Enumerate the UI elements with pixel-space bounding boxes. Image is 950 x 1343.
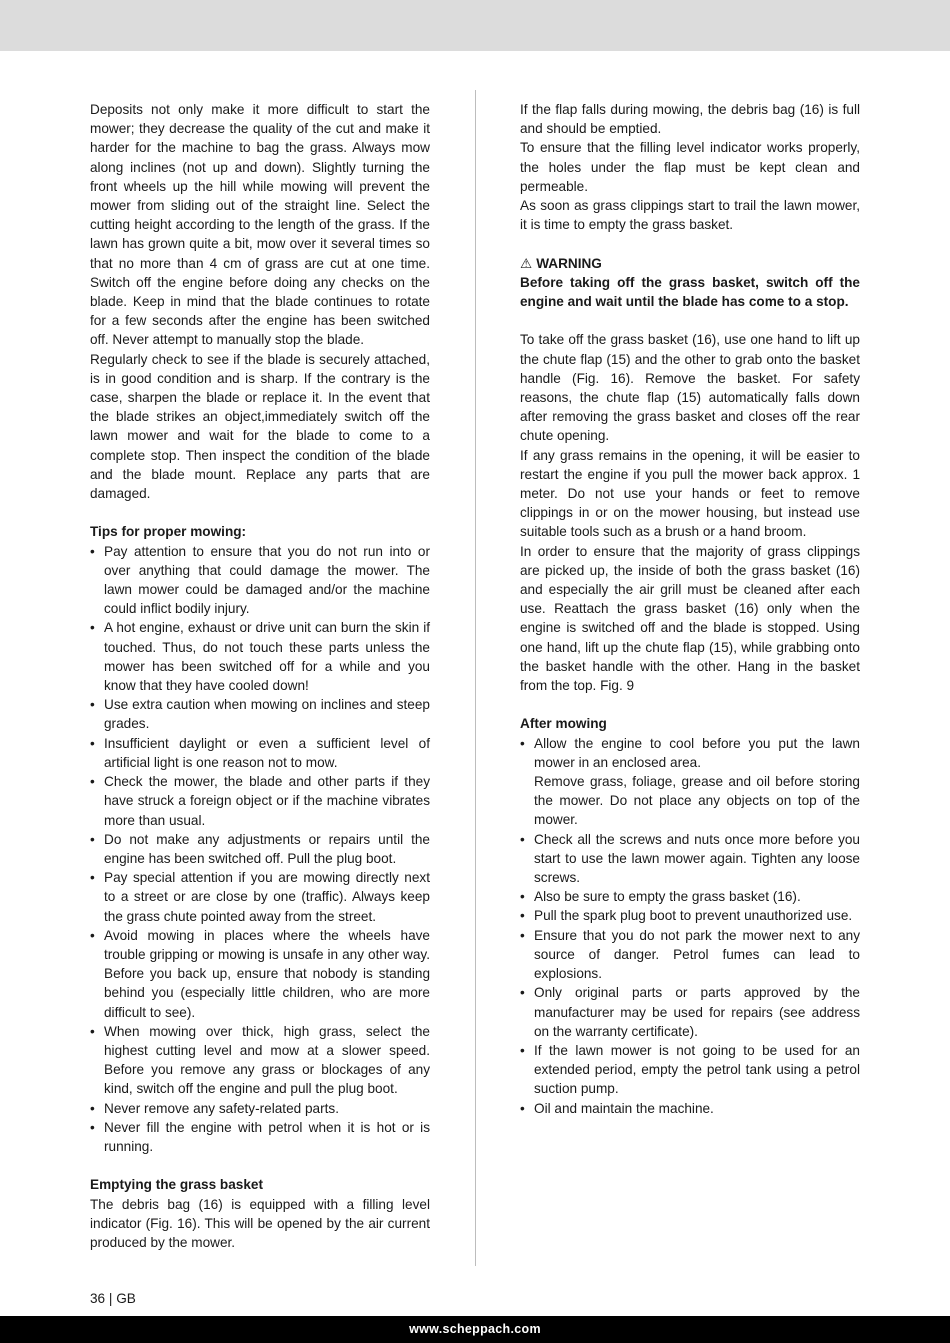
list-item: • Also be sure to empty the grass basket (16). xyxy=(520,887,860,906)
warning-title: WARNING xyxy=(536,255,602,271)
header-band xyxy=(0,0,950,51)
list-item: • Pull the spark plug boot to prevent unauthorized use. xyxy=(520,906,860,925)
after-first-cont: Remove grass, foliage, grease and oil before storing the mower. Do not place any objects on top of the mower. xyxy=(534,774,860,828)
intro-paragraph-2: Regularly check to see if the blade is securely attached, is in good condition and is sharp. If the contrary is the case, sharpen the blade or replace it. In the event that the blade strikes an object,immediately switch off the lawn mower and wait for the blade to come to a complete stop. Then inspect the condition of the blade and the blade mount. Replace any parts that are damaged. xyxy=(90,351,430,502)
list-item xyxy=(520,734,860,830)
basket-paragraph-3: In order to ensure that the majority of grass clippings are picked up, the inside of both the grass basket (16) and especially the air grill must be cleaned after each use. Reattach the grass basket (16) only when the engine is switched off and the blade is stopped. Using one hand, lift up the chute flap (15), while grabbing onto the basket handle with the other. Hang in the basket from the top. Fig. 9 xyxy=(520,543,860,694)
list-item: • Check the mower, the blade and other parts if they have struck a foreign object or if the machine vibrates more than usual. xyxy=(90,772,430,830)
list-item: • If the lawn mower is not going to be used for an extended period, empty the petrol tank using a petrol suction pump. xyxy=(520,1041,860,1099)
list-item: • Do not make any adjustments or repairs until the engine has been switched off. Pull the plug boot. xyxy=(90,830,430,868)
list-item: • Use extra caution when mowing on inclines and steep grades. xyxy=(90,695,430,733)
list-item: • Pay attention to ensure that you do not run into or over anything that could damage the mower. The lawn mower could be damaged and/or the machine could inflict bodily injury. xyxy=(90,542,430,619)
emptying-heading: Emptying the grass basket xyxy=(90,1177,263,1193)
list-item: • Oil and maintain the machine. xyxy=(520,1099,860,1118)
list-item: • Check all the screws and nuts once more before you start to use the lawn mower again. Tighten any loose screws. xyxy=(520,830,860,888)
after-first-line: Allow the engine to cool before you put the lawn mower in an enclosed area. xyxy=(534,735,860,770)
list-item: • Only original parts or parts approved by the manufacturer may be used for repairs (see address on the warranty certificate). xyxy=(520,983,860,1041)
after-mowing-heading: After mowing xyxy=(520,716,607,732)
tips-list xyxy=(90,542,430,1157)
warning-heading xyxy=(520,254,860,273)
basket-paragraph-2: If any grass remains in the opening, it will be easier to restart the engine if you pull the mower back approx. 1 meter. Do not use your hands or feet to remove clippings in or on the mower housing, but instead use suitable tools such as a brush or a hand broom. xyxy=(520,447,860,540)
list-item: • Avoid mowing in places where the wheels have trouble gripping or mowing is unsafe in any other way. Before you back up, ensure that nobody is standing behind you (especially little children, who are more difficult to see). xyxy=(90,926,430,1022)
list-item: • Pay special attention if you are mowing directly next to a street or are close by one (traffic). Always keep the grass chute pointed away from the street. xyxy=(90,868,430,926)
list-item: • Never remove any safety-related parts. xyxy=(90,1099,430,1118)
tips-heading: Tips for proper mowing: xyxy=(90,524,247,540)
footer-bar xyxy=(0,1316,950,1343)
list-item: • Never fill the engine with petrol when it is hot or is running. xyxy=(90,1118,430,1156)
emptying-text: The debris bag (16) is equipped with a filling level indicator (Fig. 16). This will be opened by the air current produced by the mower. xyxy=(90,1196,430,1250)
column-divider xyxy=(475,90,476,1266)
warning-icon: ⚠ xyxy=(520,255,533,271)
left-column xyxy=(90,100,430,1252)
basket-paragraph-1: To take off the grass basket (16), use one hand to lift up the chute flap (15) and the other to grab onto the basket handle (Fig. 16). Remove the basket. For safety reasons, the chute flap (15) automatically falls down after removing the grass basket and closes off the rear chute opening. xyxy=(520,332,860,444)
after-mowing-list xyxy=(520,734,860,1118)
right-column xyxy=(520,100,860,1118)
list-item: • Ensure that you do not park the mower next to any source of danger. Petrol fumes can lead to explosions. xyxy=(520,926,860,984)
list-item: • When mowing over thick, high grass, select the highest cutting level and mow at a slower speed. Before you remove any grass or blockages of any kind, switch off the engine and pull the plug boot. xyxy=(90,1022,430,1099)
warning-text: Before taking off the grass basket, switch off the engine and wait until the blade has come to a stop. xyxy=(520,274,860,310)
website-link[interactable]: www.scheppach.com xyxy=(409,1322,541,1336)
flap-paragraph-3: As soon as grass clippings start to trail the lawn mower, it is time to empty the grass basket. xyxy=(520,198,860,233)
list-item: • Insufficient daylight or even a sufficient level of artificial light is one reason not to mow. xyxy=(90,734,430,772)
page-number: 36 | GB xyxy=(90,1291,136,1306)
list-item: • A hot engine, exhaust or drive unit can burn the skin if touched. Thus, do not touch these parts unless the mower has been switched off for a while and you know that they have cooled down! xyxy=(90,618,430,695)
flap-paragraph-1: If the flap falls during mowing, the debris bag (16) is full and should be emptied. xyxy=(520,102,860,137)
flap-paragraph-2: To ensure that the filling level indicator works properly, the holes under the flap must be kept clean and permeable. xyxy=(520,140,860,194)
intro-paragraph-1: Deposits not only make it more difficult to start the mower; they decrease the quality of the cut and make it harder for the machine to bag the grass. Always mow along inclines (not up and down). Slightly turning the front wheels up the hill while mowing will prevent the mower from sliding out of the straight line. Select the cutting height according to the length of the grass. If the lawn has grown quite a bit, mow over it several times so that no more than 4 cm of grass are cut at one time. Switch off the engine before doing any checks on the blade. Keep in mind that the blade continues to rotate for a few seconds after the engine has been switched off. Never attempt to manually stop the blade. xyxy=(90,102,430,348)
